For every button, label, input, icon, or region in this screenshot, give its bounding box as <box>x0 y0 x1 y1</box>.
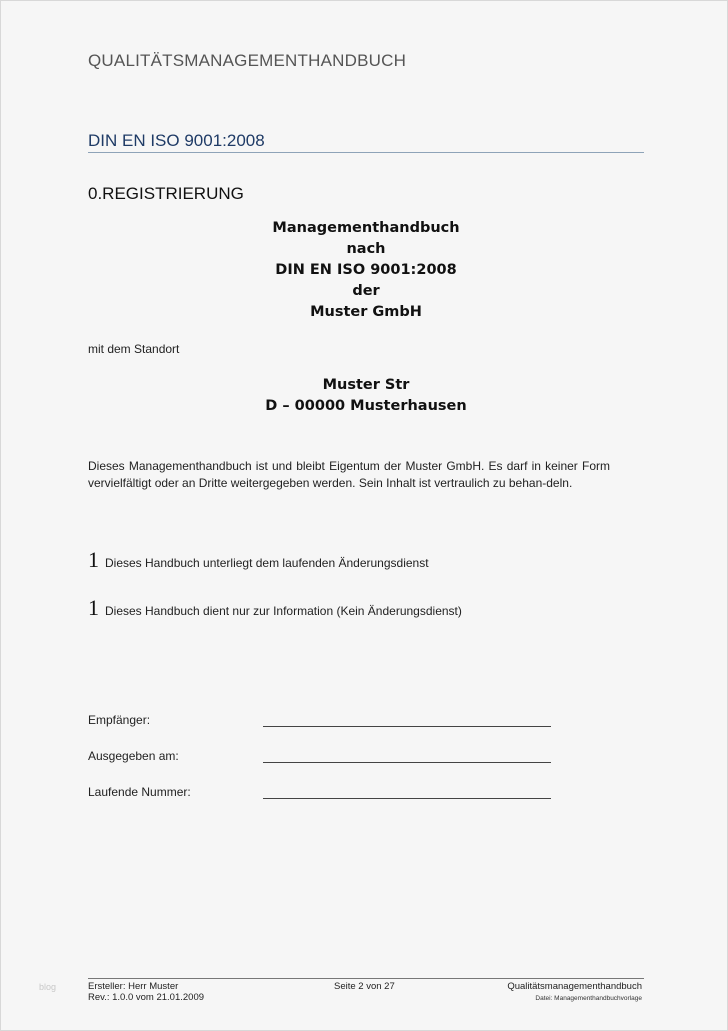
title-line: Managementhandbuch <box>272 220 460 236</box>
issued-on-line[interactable] <box>263 762 551 763</box>
option-marker: 1 <box>88 547 99 572</box>
address-block <box>88 375 644 417</box>
chapter-title: 0.REGISTRIERUNG <box>88 184 244 203</box>
option-row[interactable] <box>88 547 429 573</box>
option-row[interactable] <box>88 595 462 621</box>
title-block <box>88 218 644 323</box>
title-line: Muster GmbH <box>310 304 422 320</box>
location-label: mit dem Standort <box>88 342 180 356</box>
section-divider <box>88 152 644 153</box>
footer-file-name: Datei: Managementhandbuchvorlage <box>535 995 642 1002</box>
section-title: DIN EN ISO 9001:2008 <box>88 131 265 150</box>
issued-on-label: Ausgegeben am: <box>88 749 179 763</box>
watermark-text: blog <box>39 982 57 992</box>
title-line: nach <box>346 241 386 257</box>
address-street: Muster Str <box>322 377 410 393</box>
footer-author: Ersteller: Herr Muster <box>88 981 179 992</box>
recipient-label: Empfänger: <box>88 713 151 727</box>
serial-number-line[interactable] <box>263 798 551 799</box>
ownership-paragraph: Dieses Managementhandbuch ist und bleibt Eigentum der Muster GmbH. Es darf in keiner Form vervielfältigt oder an Dritte weitergegeben werden. Sein Inhalt ist vertraulich zu behan-deln. <box>88 459 610 490</box>
title-line: DIN EN ISO 9001:2008 <box>275 262 457 278</box>
serial-number-label: Laufende Nummer: <box>88 785 191 799</box>
footer-divider <box>88 978 644 979</box>
option-text: Dieses Handbuch unterliegt dem laufenden Änderungsdienst <box>105 556 429 570</box>
title-line: der <box>352 283 380 299</box>
option-text: Dieses Handbuch dient nur zur Information (Kein Änderungsdienst) <box>105 604 462 618</box>
footer-doc-title: Qualitätsmanagementhandbuch <box>507 981 642 992</box>
footer-page-number: Seite 2 von 27 <box>334 981 395 992</box>
header-title: QUALITÄTSMANAGEMENTHANDBUCH <box>88 51 407 70</box>
option-marker: 1 <box>88 595 99 620</box>
footer-revision: Rev.: 1.0.0 vom 21.01.2009 <box>88 992 205 1003</box>
recipient-line[interactable] <box>263 726 551 727</box>
address-city: D – 00000 Musterhausen <box>265 398 467 414</box>
